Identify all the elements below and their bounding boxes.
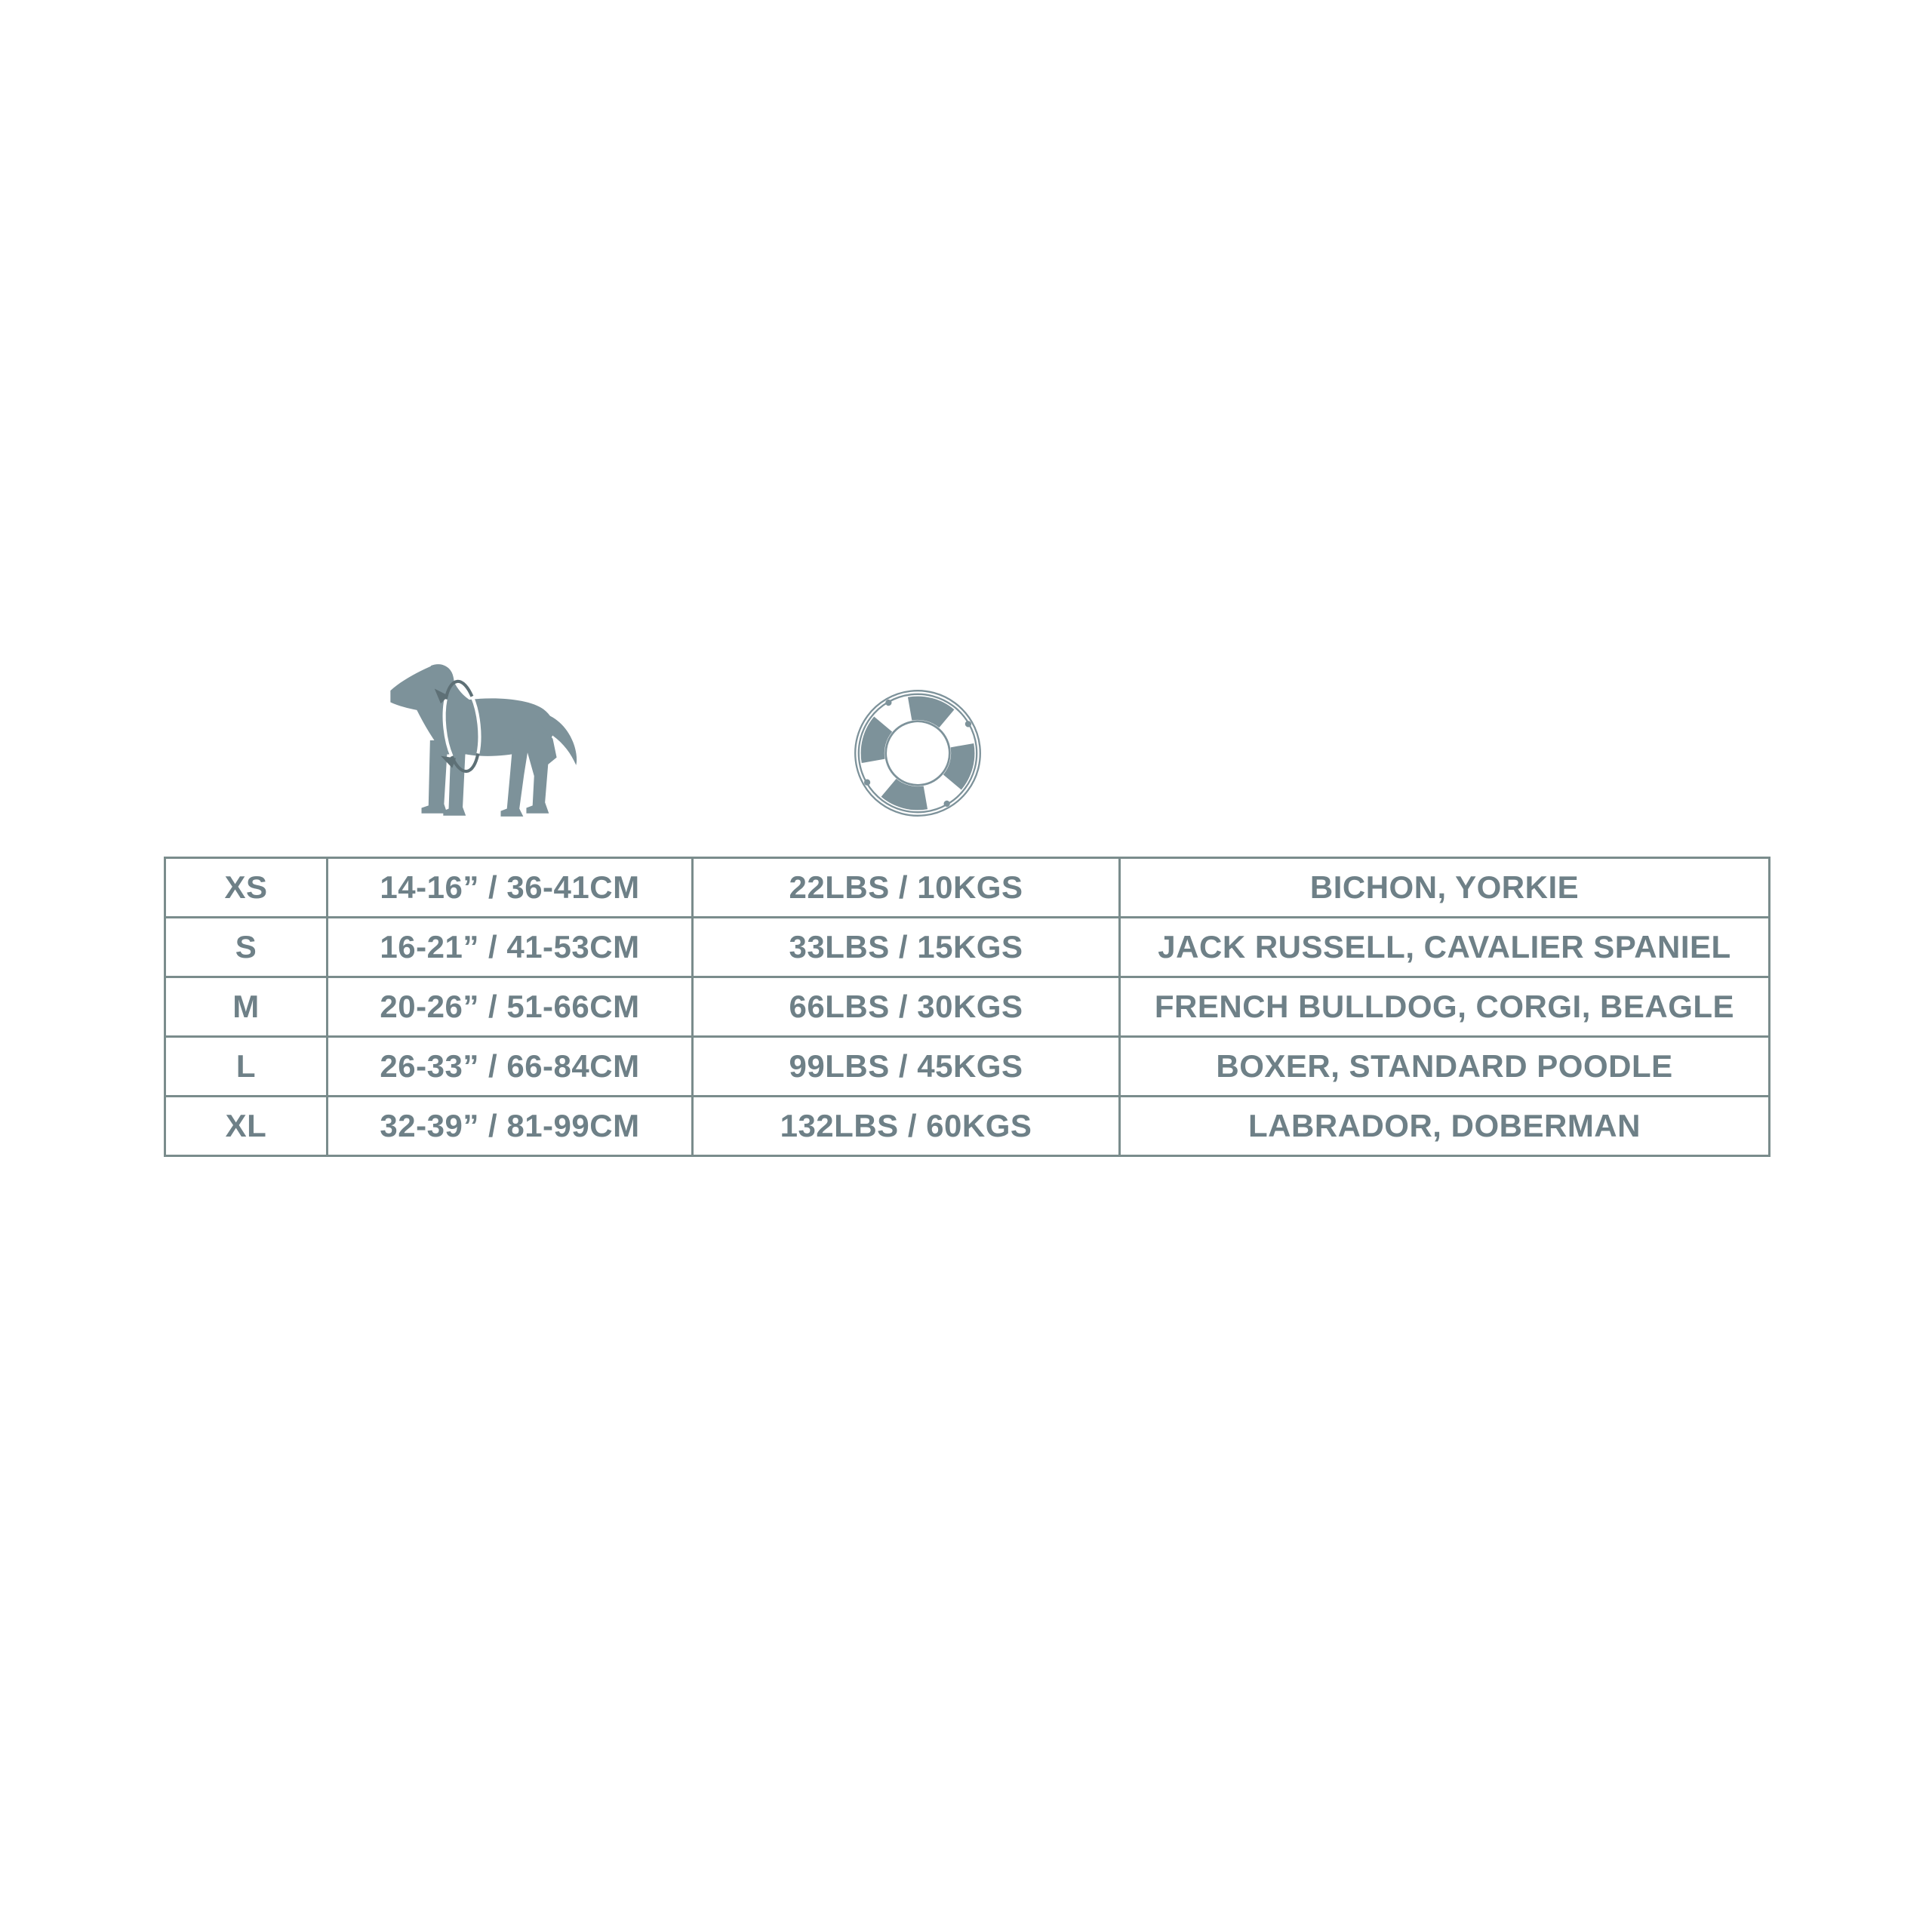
girth-cell: 14-16” / 36-41CM xyxy=(328,858,693,918)
weight-cell: 99LBS / 45KGS xyxy=(693,1037,1120,1097)
girth-cell: 32-39” / 81-99CM xyxy=(328,1097,693,1156)
breeds-cell: FRENCH BULLDOG, CORGI, BEAGLE xyxy=(1120,977,1770,1037)
size-cell: XS xyxy=(165,858,328,918)
table-row xyxy=(165,858,1770,918)
size-cell: S xyxy=(165,918,328,977)
weight-cell: 22LBS / 10KGS xyxy=(693,858,1120,918)
table-row xyxy=(165,1037,1770,1097)
breeds-cell: BICHON, YORKIE xyxy=(1120,858,1770,918)
lifebuoy-icon xyxy=(848,684,987,823)
dog-girth-measure-icon xyxy=(386,661,589,821)
breeds-cell: JACK RUSSELL, CAVALIER SPANIEL xyxy=(1120,918,1770,977)
weight-cell: 132LBS / 60KGS xyxy=(693,1097,1120,1156)
size-chart-table xyxy=(164,857,1770,1157)
breeds-cell: BOXER, STANDARD POODLE xyxy=(1120,1037,1770,1097)
size-cell: L xyxy=(165,1037,328,1097)
size-cell: M xyxy=(165,977,328,1037)
breeds-cell: LABRADOR, DOBERMAN xyxy=(1120,1097,1770,1156)
weight-cell: 66LBS / 30KGS xyxy=(693,977,1120,1037)
table-row xyxy=(165,977,1770,1037)
girth-cell: 20-26” / 51-66CM xyxy=(328,977,693,1037)
weight-cell: 33LBS / 15KGS xyxy=(693,918,1120,977)
table-row xyxy=(165,1097,1770,1156)
size-cell: XL xyxy=(165,1097,328,1156)
girth-cell: 16-21” / 41-53CM xyxy=(328,918,693,977)
table-row xyxy=(165,918,1770,977)
girth-cell: 26-33” / 66-84CM xyxy=(328,1037,693,1097)
